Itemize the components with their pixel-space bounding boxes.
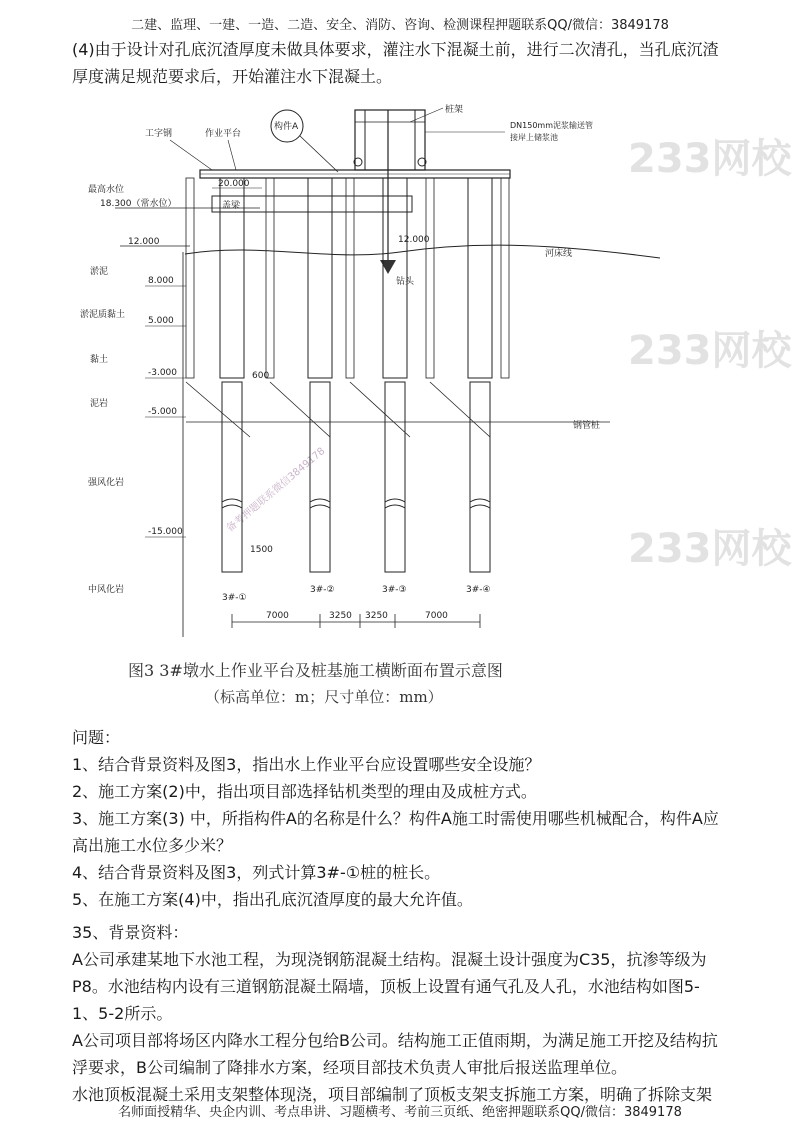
- label-nianzhi: 黏土: [90, 355, 109, 365]
- steel-tube-2: [266, 178, 274, 378]
- label-dn150: DN150mm泥浆输送管: [510, 121, 593, 130]
- steel-tube-5: [501, 178, 509, 378]
- label-zuigao: 最高水位: [88, 185, 125, 195]
- label-yunizhi: 淤泥质黏土: [80, 310, 126, 320]
- bored-pile-4: [470, 382, 490, 572]
- page-footer: 名师面授精华、央企内训、考点串讲、习题横考、考前三页纸、绝密押题联系QQ/微信：3849178: [118, 1105, 682, 1120]
- watermark-233-3: 233网校: [628, 526, 792, 572]
- break-mark-b-2: [310, 505, 330, 508]
- case-35-title: 35、背景资料：: [72, 923, 189, 942]
- label-el12-right: 12.000: [398, 235, 430, 245]
- label-d600: 600: [252, 371, 270, 381]
- break-mark-2: [310, 499, 330, 502]
- label-elm15: -15.000: [148, 527, 183, 537]
- break-mark-b-1: [222, 505, 242, 508]
- label-d1500: 1500: [250, 545, 273, 555]
- break-mark-b-4: [470, 505, 490, 508]
- label-anbian: 接岸上储浆池: [510, 133, 558, 142]
- figure-caption-units: （标高单位：m；尺寸单位：mm）: [205, 688, 443, 706]
- case-35-p2-line-2: 浮要求，B公司编制了降排水方案，经项目部技术负责人审批后报送监理单位。: [72, 1058, 627, 1077]
- break-mark-1: [222, 499, 242, 502]
- label-dim-2: 3250: [329, 611, 352, 621]
- label-pingtai: 作业平台: [205, 129, 242, 139]
- case-35-p1-line-3: 1、5-2所示。: [72, 1004, 173, 1023]
- label-water-level: 18.300（常水位）: [100, 199, 177, 209]
- label-el12-left: 12.000: [128, 237, 160, 247]
- bored-pile-1: [222, 382, 242, 572]
- pile-foundation-diagram: [0, 92, 800, 712]
- label-pile-4: 3#-④: [466, 585, 491, 595]
- steel-casing-2: [308, 178, 332, 378]
- break-mark-4: [470, 499, 490, 502]
- question-3-line-1: 3、施工方案(3) 中，所指构件A的名称是什么？构件A施工时需使用哪些机械配合，构件A应: [72, 809, 719, 828]
- intro-line-1: (4)由于设计对孔底沉渣厚度未做具体要求，灌注水下混凝土前，进行二次清孔，当孔底沉渣: [72, 40, 719, 59]
- label-hechuang: 河床线: [545, 249, 573, 259]
- label-qiangfenghua: 强风化岩: [88, 478, 125, 488]
- label-gailiang: 盖梁: [222, 201, 241, 211]
- label-zuantou: 钻头: [396, 277, 415, 287]
- page-header: 二建、监理、一建、一造、二造、安全、消防、咨询、检测课程押题联系QQ/微信：3849178: [131, 18, 669, 33]
- label-zhuangjia: 桩架: [445, 105, 464, 115]
- break-mark-3: [385, 499, 405, 502]
- label-elm3: -3.000: [148, 368, 178, 378]
- label-dim-1: 7000: [266, 611, 289, 621]
- steel-tube-3: [346, 178, 354, 378]
- watermark-233-2: 233网校: [628, 328, 792, 374]
- label-gongzigang: 工字钢: [145, 129, 173, 139]
- pile-group: [186, 178, 509, 572]
- label-pile-2: 3#-②: [310, 585, 335, 595]
- label-niyan: 泥岩: [90, 399, 109, 409]
- question-3-line-2: 高出施工水位多少米？: [72, 836, 233, 855]
- label-el8: 8.000: [148, 276, 174, 286]
- break-mark-b-3: [385, 505, 405, 508]
- label-yuni: 淤泥: [90, 267, 109, 277]
- figure-caption: 图3 3#墩水上作业平台及桩基施工横断面布置示意图: [128, 661, 503, 680]
- question-5: 5、在施工方案(4)中，指出孔底沉渣厚度的最大允许值。: [72, 890, 473, 909]
- label-goujian-a: 构件A: [274, 122, 299, 132]
- bored-pile-2: [310, 382, 330, 572]
- question-2: 2、施工方案(2)中，指出项目部选择钻机类型的理由及成桩方式。: [72, 782, 537, 801]
- label-dim-4: 7000: [425, 611, 448, 621]
- case-35-p1-line-2: P8。水池结构内设有三道钢筋混凝土隔墙，顶板上设置有通气孔及人孔，水池结构如图5-: [72, 977, 700, 996]
- intro-line-2: 厚度满足规范要求后，开始灌注水下混凝土。: [72, 67, 393, 86]
- case-35-p1-line-1: A公司承建某地下水池工程，为现浇钢筋混凝土结构。混凝土设计强度为C35，抗渗等级为: [72, 950, 707, 969]
- bored-pile-3: [385, 382, 405, 572]
- watermark-233-1: 233网校: [628, 136, 792, 182]
- questions-title: 问题：: [72, 728, 121, 747]
- label-pile-3: 3#-③: [382, 585, 407, 595]
- label-el20: 20.000: [218, 179, 250, 189]
- steel-casing-4: [468, 178, 492, 378]
- case-35-p3-line-1: 水池顶板混凝土采用支架整体现浇，项目部编制了顶板支架支拆施工方案，明确了拆除支架: [72, 1085, 713, 1104]
- question-4: 4、结合背景资料及图3，列式计算3#-①桩的桩长。: [72, 863, 441, 882]
- label-pile-1: 3#-①: [222, 593, 247, 603]
- label-dim-3: 3250: [365, 611, 388, 621]
- label-zhongfenghua: 中风化岩: [88, 585, 125, 595]
- label-gangguanzhuang: 钢管桩: [573, 421, 601, 431]
- steel-tube-4: [426, 178, 434, 378]
- label-elm5: -5.000: [148, 407, 178, 417]
- watermark-diagonal-1: 备考押题联系微信3849178: [224, 445, 328, 535]
- question-1: 1、结合背景资料及图3，指出水上作业平台应设置哪些安全设施？: [72, 755, 541, 774]
- label-el5: 5.000: [148, 316, 174, 326]
- case-35-p2-line-1: A公司项目部将场区内降水工程分包给B公司。结构施工正值雨期，为满足施工开挖及结构抗: [72, 1031, 718, 1050]
